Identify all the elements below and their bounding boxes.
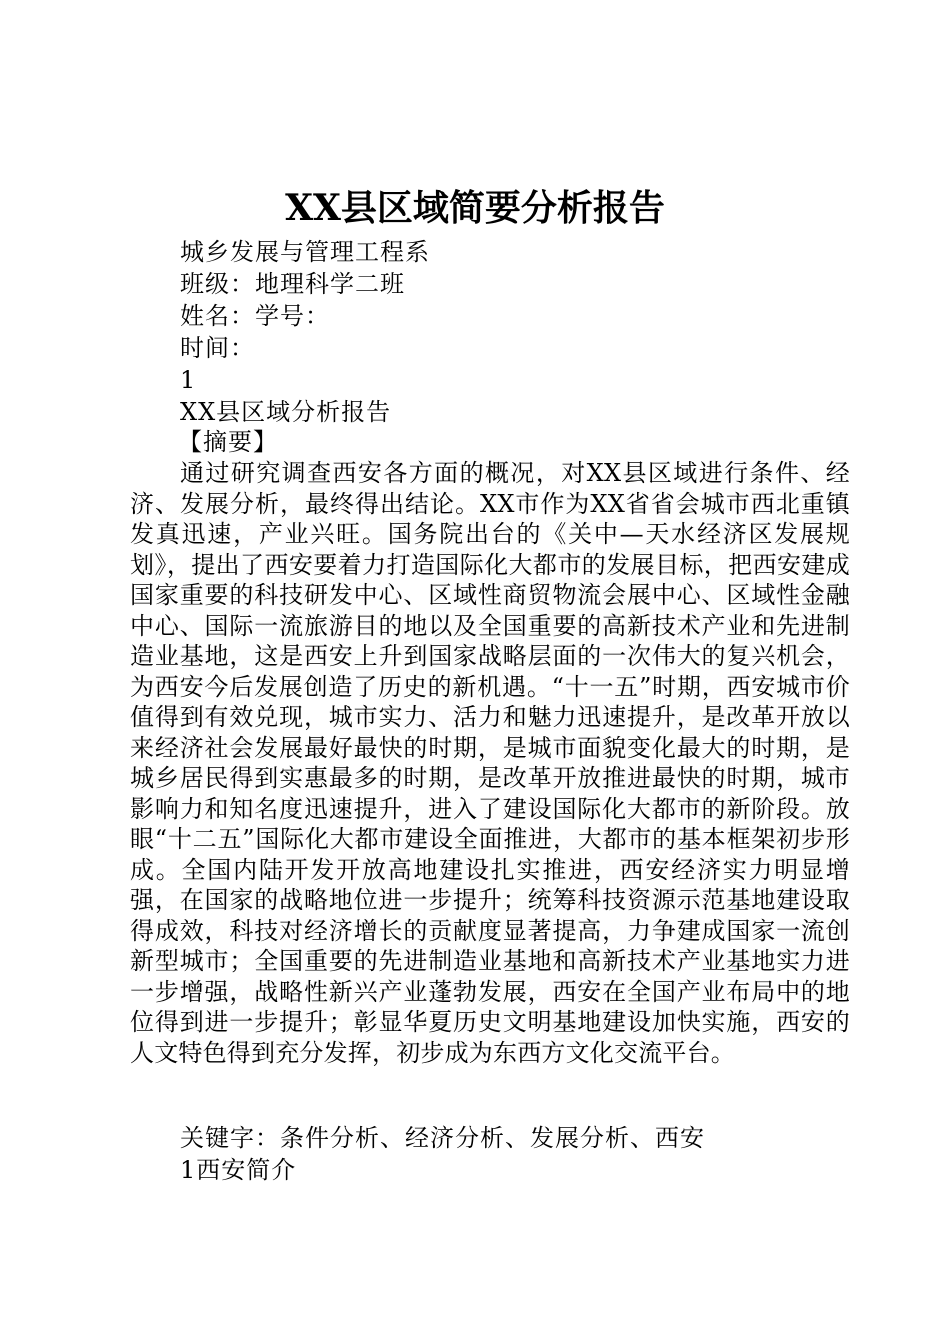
section-heading: 1西安简介 bbox=[180, 1156, 297, 1184]
name-line: 姓名：学号： bbox=[180, 302, 330, 330]
keywords-line: 关键字：条件分析、经济分析、发展分析、西安 bbox=[180, 1124, 705, 1152]
class-line: 班级：地理科学二班 bbox=[180, 270, 405, 298]
report-subtitle: XX县区域分析报告 bbox=[180, 398, 392, 426]
department-line: 城乡发展与管理工程系 bbox=[180, 238, 430, 266]
abstract-heading: 【摘要】 bbox=[178, 428, 278, 456]
document-title: XX县区域简要分析报告 bbox=[285, 187, 665, 229]
page-marker: 1 bbox=[180, 366, 197, 394]
abstract-body: 通过研究调查西安各方面的概况，对XX县区域进行条件、经济、发展分析，最终得出结论。XX市作为XX省省会城市西北重镇发真迅速，产业兴旺。国务院出台的《关中—天水经济区发展规划》，提出了西安要着力打造国际化大都市的发展目标，把西安建成国家重要的科技研发中心、区域性商贸物流会展中心、区域性金融中心、国际一流旅游目的地以及全国重要的高新技术产业和先进制造业基地，这是西安上升到国家战略层面的一次伟大的复兴机会，为西安今后发展创造了历史的新机遇。“十一五”时期，西安城市价值得到有效兑现，城市实力、活力和魅力迅速提升，是改革开放以来经济社会发展最好最快的时期，是城市面貌变化最大的时期，是城乡居民得到实惠最多的时期，是改革开放推进最快的时期，城市影响力和知名度迅速提升，进入了建设国际化大都市的新阶段。放眼“十二五”国际化大都市建设全面推进，大都市的基本框架初步形成。全国内陆开发开放高地建设扎实推进，西安经济实力明显增强，在国家的战略地位进一步提升；统筹科技资源示范基地建设取得成效，科技对经济增长的贡献度显著提高，力争建成国家一流创新型城市；全国重要的先进制造业基地和高新技术产业基地实力进一步增强，战略性新兴产业蓬勃发展，西安在全国产业布局中的地位得到进一步提升；彰显华夏历史文明基地建设加快实施，西安的人文特色得到充分发挥，初步成为东西方文化交流平台。 bbox=[130, 459, 850, 1067]
time-line: 时间： bbox=[180, 334, 255, 362]
